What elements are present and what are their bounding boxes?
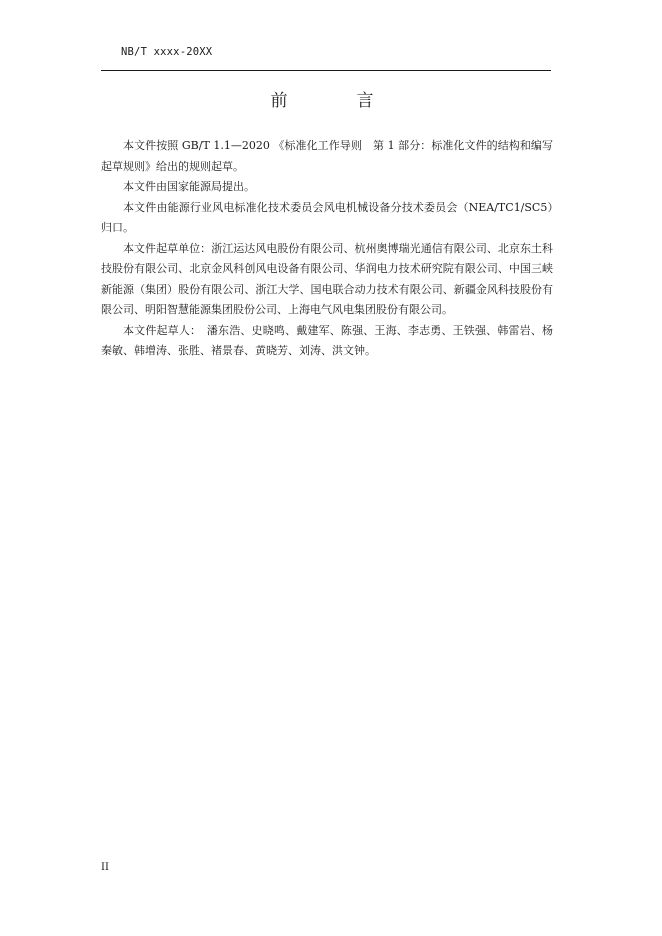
- standard-code: NB/T xxxx-20XX: [121, 46, 213, 58]
- paragraph-proposer: 本文件由国家能源局提出。: [123, 180, 255, 193]
- paragraph-drafting-rules: 本文件按照 GB/T 1.1—2020 《标准化工作导则 第 1 部分：标准化文件的结构和编写起草规则》给出的规则起草。: [101, 139, 553, 173]
- page-number: II: [101, 862, 109, 873]
- paragraph-drafting-organizations: 本文件起草单位：浙江运达风电股份有限公司、杭州奥博瑞光通信有限公司、北京东土科技股份有限公司、北京金风科创风电设备有限公司、华润电力技术研究院有限公司、中国三峡新能源（集团）股份有限公司、浙江大学、国电联合动力技术有限公司、新疆金风科技股份有限公司、明阳智慧能源集团股份公司、上海电气风电集团股份有限公司。: [101, 241, 553, 316]
- paragraph-centralized-unit: 本文件由能源行业风电标准化技术委员会风电机械设备分技术委员会（NEA/TC1/SC5）归口。: [101, 200, 553, 234]
- header-divider: [101, 70, 551, 71]
- page-title: 前 言: [270, 91, 400, 111]
- foreword-body: [101, 136, 553, 362]
- paragraph-drafters: 本文件起草人： 潘东浩、史晓鸣、戴建军、陈强、王海、李志勇、王铁强、韩雷岩、杨秦敏、韩增涛、张胜、褚景春、黄晓芳、刘涛、洪文钟。: [101, 323, 553, 357]
